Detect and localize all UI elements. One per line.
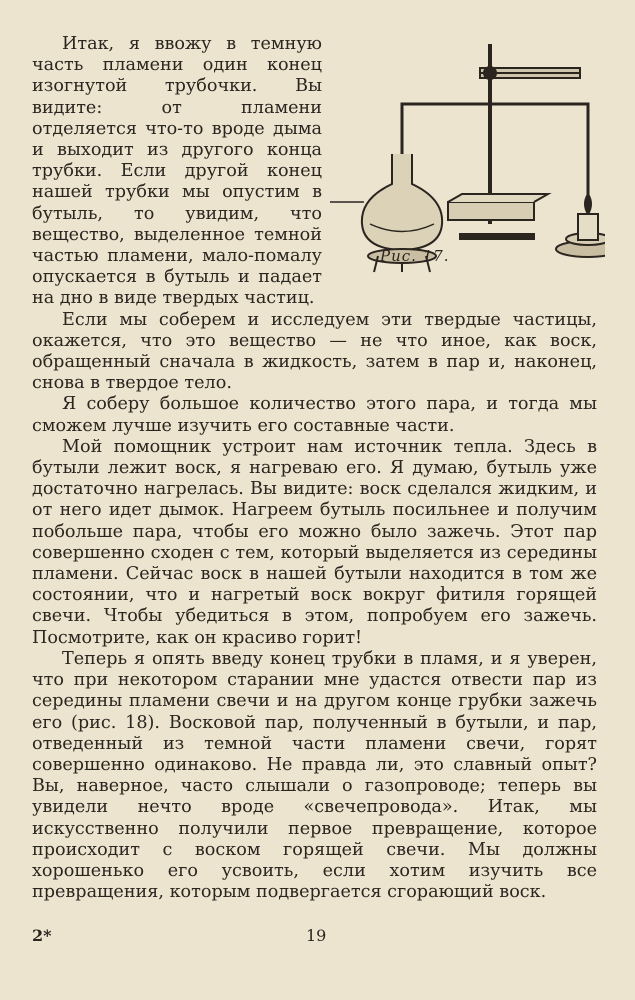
page-footer [32,926,597,950]
paragraph-1: Итак, я ввожу в темную часть пламени один конец изогнутой трубочки. Вы видите: от пламени отделяется что-то вроде дыма и выходит из другого конца трубки. Если другой конец нашей трубки мы опустим в бутыль, то увидим, что вещество, выделенное темной частью пламени, мало-помалу опускается в бутыль и падает на дно в виде твердых частиц. [32,34,322,309]
figure-17 [330,34,605,274]
page-number: 19 [306,926,327,945]
figure-caption: Рис. 17. [380,247,450,265]
paragraph-4: Мой помощник устроит нам источник тепла. Здесь в бутыли лежит воск, я нагреваю его. Я думаю, бутыль уже достаточно нагрелась. Вы видите: воск сделался жидким, и от него идет дымок. Нагреем бутыль посильнее и получим побольше пара, чтобы его можно было зажечь. Этот пар совершенно сходен с тем, который выделяется из середины пламени. Сейчас воск в нашей бутыли находится в том же состоянии, что и нагретый воск вокруг фитиля горящей свечи. Чтобы убедиться в этом, попробуем его зажечь. Посмотрите, как он красиво горит! [32,436,597,648]
paragraph-5: Теперь я опять введу конец трубки в пламя, и я уверен, что при некотором старании мне удастся отвести пар из середины пламени свечи и на другом конце грубки зажечь его (рис. 18). Восковой пар, полученный в бутыли, и пар, отведенный из темной части пламени свечи, горят совершенно одинаково. Не правда ли, это славный опыт? Вы, наверное, часто слышали о газопроводе; теперь вы увидели нечто вроде «свечепровода». Итак, мы искусственно получили первое превращение, которое происходит с воском горящей свечи. Мы должны хорошенько его усвоить, если хотим изучить все превращения, которым подвергается сгорающий воск. [32,648,597,903]
text-block [32,34,597,903]
paragraph-3: Я соберу большое количество этого пара, и тогда мы сможем лучше изучить его составные части. [32,394,597,436]
paragraph-2: Если мы соберем и исследуем эти твердые частицы, окажется, что это вещество — не что иное, как воск, обращенный сначала в жидкость, затем в пар и, наконец, снова в твердое тело. [32,309,597,394]
apparatus-illustration [330,34,605,274]
signature-mark: 2* [32,926,52,945]
